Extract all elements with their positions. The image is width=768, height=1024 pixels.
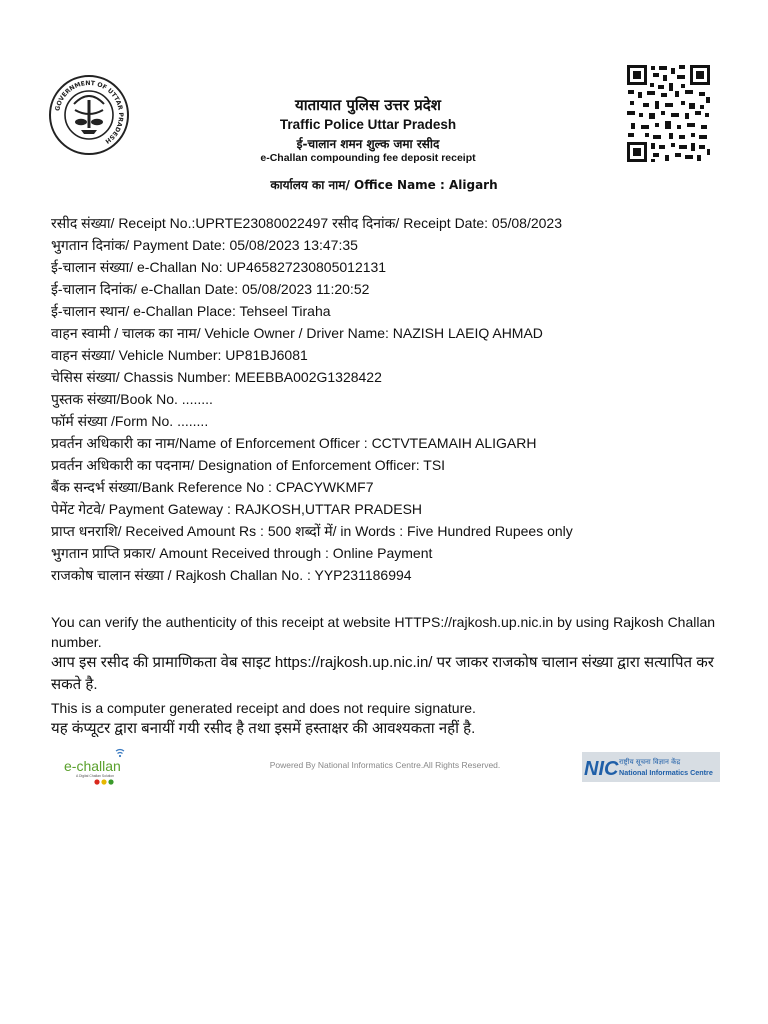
receipt-fields [51,212,731,586]
emblem-ring-text: GOVERNMENT OF UTTAR PRADESH [54,79,125,145]
echallan-place-row: ई-चालान स्थान/ e-Challan Place: Tehseel Tiraha [51,303,331,319]
notes [51,612,721,740]
rajkosh-challan-row: राजकोष चालान संख्या / Rajkosh Challan No. : YYP231186994 [51,567,412,583]
vehicle-number-row: वाहन संख्या/ Vehicle Number: UP81BJ6081 [51,347,308,363]
computer-generated-note-english: This is a computer generated receipt and does not require signature. [51,700,476,716]
amount-received-through-row: भुगतान प्राप्ति प्रकार/ Amount Received through : Online Payment [51,545,433,561]
nic-logo-text: NIC [584,758,619,780]
owner-name-row: वाहन स्वामी / चालक का नाम/ Vehicle Owner / Driver Name: NAZISH LAEIQ AHMAD [51,325,543,341]
echallan-date-row: ई-चालान दिनांक/ e-Challan Date: 05/08/2023 11:20:52 [51,281,370,297]
title-hindi: यातायात पुलिस उत्तर प्रदेश [295,96,441,114]
title-english: Traffic Police Uttar Pradesh [279,117,457,132]
echallan-tagline: A Digital Challan Solution [76,774,115,778]
form-number-row: फॉर्म संख्या /Form No. ........ [51,413,209,429]
officer-designation-row: प्रवर्तन अधिकारी का पदनाम/ Designation of Enforcement Officer: TSI [51,457,446,473]
office-name: कार्यालय का नाम/ Office Name : Aligarh [270,178,498,192]
echallan-logo-icon [60,748,140,786]
payment-date-row: भुगतान दिनांक/ Payment Date: 05/08/2023 13:47:35 [51,237,358,253]
received-amount-row: प्राप्त धनराशि/ Received Amount Rs : 500 शब्दों में/ in Words : Five Hundred Rupees only [51,523,573,539]
bank-reference-row: बैंक सन्दर्भ संख्या/Bank Reference No : CPACYWKMF7 [51,479,374,495]
nic-english-name: National Informatics Centre [619,768,713,777]
echallan-logo-text: e-challan [64,758,121,774]
receipt-number-row: रसीद संख्या/ Receipt No.:UPRTE23080022497 रसीद दिनांक/ Receipt Date: 05/08/2023 [51,215,562,231]
chassis-number-row: चेसिस संख्या/ Chassis Number: MEEBBA002G1328422 [51,369,382,385]
echallan-number-row: ई-चालान संख्या/ e-Challan No: UP465827230805012131 [51,259,387,275]
payment-gateway-row: पेमेंट गेटवे/ Payment Gateway : RAJKOSH,UTTAR PRADESH [51,501,423,517]
computer-generated-note-hindi: यह कंप्यूटर द्वारा बनायीं गयी रसीद है तथा इसमें हस्ताक्षर की आवश्यकता नहीं है. [51,720,476,737]
powered-by-text: Powered By National Informatics Centre.All Rights Reserved. [269,760,501,770]
nic-hindi-name: राष्ट्रीय सूचना विज्ञान केंद्र [619,758,681,766]
green-dot [108,779,113,784]
red-dot [94,779,99,784]
nic-logo-icon [582,752,720,782]
qr-code-icon[interactable] [625,63,712,164]
verify-note-hindi: आप इस रसीद की प्रामाणिकता वेब साइट https://rajkosh.up.nic.in/ पर जाकर राजकोष चालान संख्या द्वारा सत्यापित कर सकते है. [51,654,714,693]
uttar-pradesh-emblem-icon [48,74,130,156]
officer-name-row: प्रवर्तन अधिकारी का नाम/Name of Enforcement Officer : CCTVTEAMAIH ALIGARH [51,435,537,451]
subtitle-hindi: ई-चालान शमन शुल्क जमा रसीद [296,137,440,151]
book-number-row: पुस्तक संख्या/Book No. ........ [51,391,213,407]
subtitle-english: e-Challan compounding fee deposit receipt [260,152,476,164]
yellow-dot [101,779,106,784]
verify-note-english: You can verify the authenticity of this receipt at website HTTPS://rajkosh.up.nic.in by using Rajkosh Challan number. [51,614,716,650]
